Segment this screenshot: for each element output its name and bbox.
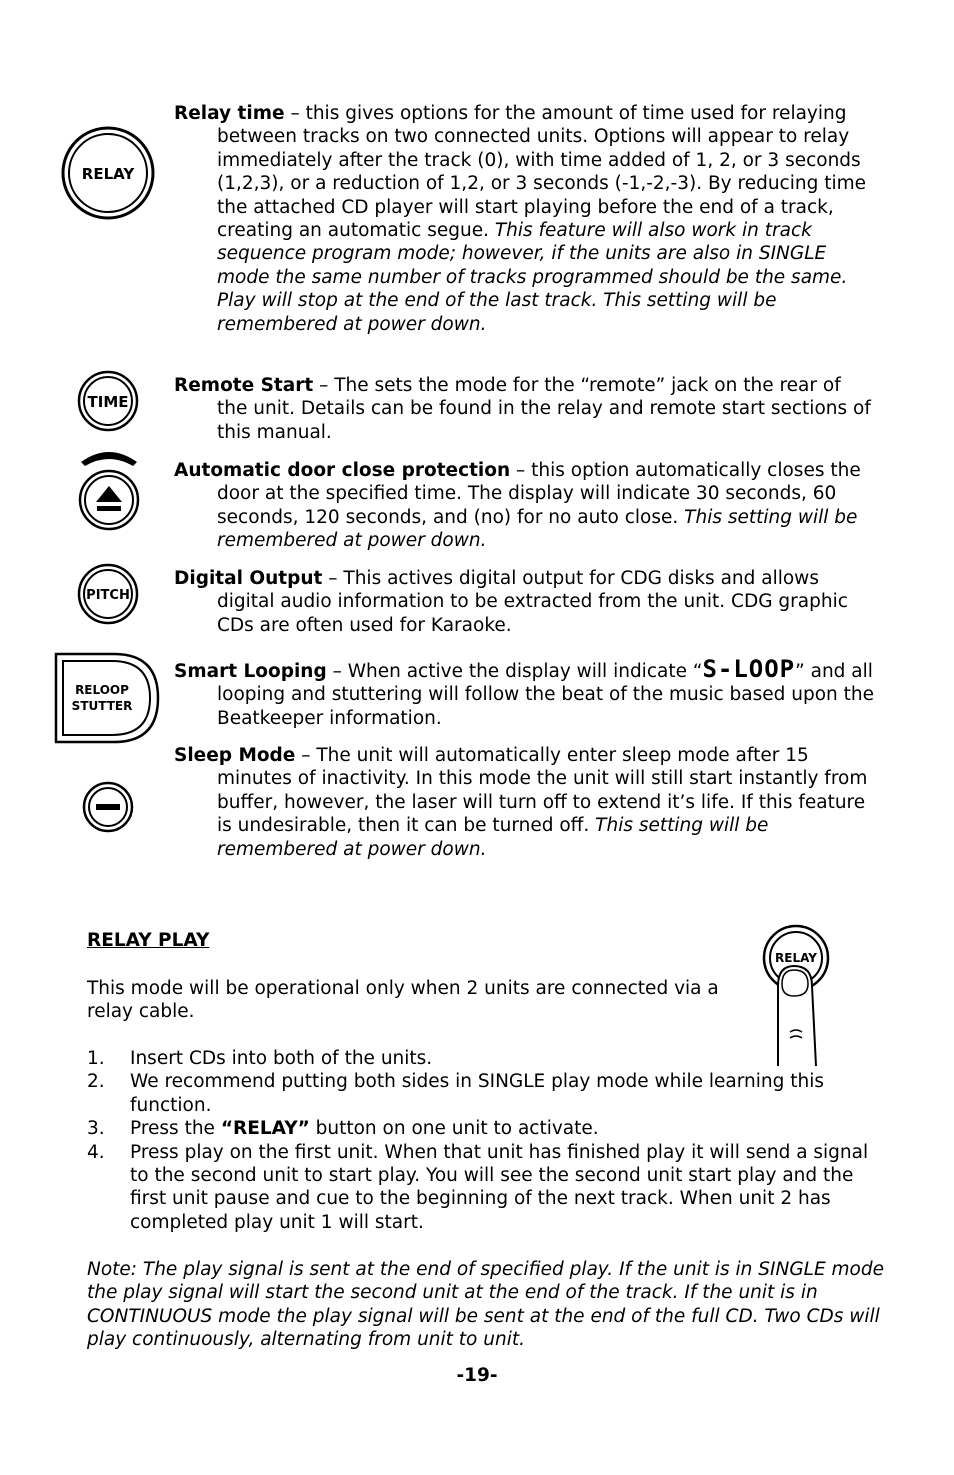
entry-term: Automatic door close protection	[174, 460, 511, 481]
list-item	[87, 1070, 877, 1117]
entry-text: – The unit will automatically enter sleep mode after 15 minutes of inactivity. In this mode the unit will still start instantly from buffer, however, the laser will turn off to extend it’s life. If this feature is undesirable, then it can be turned off.	[217, 745, 868, 837]
minus-button-icon	[82, 781, 134, 833]
eject-icon	[77, 448, 141, 534]
entry-term: Digital Output	[174, 568, 323, 589]
entry-text: – When active the display will indicate “	[326, 661, 703, 682]
reloop-icon-label: RELOOP	[75, 683, 129, 697]
entry-italic-note: This setting will be remembered at power down.	[217, 506, 858, 552]
entry-term: Relay time	[174, 103, 285, 124]
list-item	[87, 1047, 877, 1070]
entry-text: – this gives options for the amount of time used for relaying between tracks on two connected units. Options will appear to relay immediately after the track (0), with time added of 1, 2, or 3 seconds (1,2,3), or a reduction of 1,2, or 3 seconds (-1,-2,-3). By reducing time the attached CD player will start playing before the end of a track, creating an automatic segue.	[217, 103, 866, 242]
remote-start-entry	[174, 374, 874, 444]
pitch-button-icon	[77, 562, 139, 626]
step-text: Insert CDs into both of the units.	[130, 1048, 433, 1069]
relay-play-intro: This mode will be operational only when 2 units are connected via a relay cable.	[87, 978, 719, 1023]
relay-play-note: Note: The play signal is sent at the end of specified play. If the unit is in SINGLE mode the play signal will start the second unit at the end of the track. If the unit is in CONTINUOUS mode the play signal will be sent at the end of the full CD. Two CDs will play continuously, alternating from unit to unit.	[87, 1259, 884, 1351]
sleep-mode-entry	[174, 744, 874, 861]
step-number: 4.	[87, 1141, 105, 1163]
digital-output-entry	[174, 567, 874, 637]
relay-icon-label: RELAY	[81, 165, 135, 183]
door-close-entry	[174, 459, 874, 553]
step-text: Press the	[130, 1118, 221, 1140]
reloop-stutter-button-icon	[54, 650, 162, 746]
step-text-after: button on one unit to activate.	[309, 1118, 599, 1140]
list-item	[87, 1117, 877, 1140]
lcd-display-text: S-LOOP	[702, 655, 796, 683]
time-button-icon	[77, 370, 139, 432]
entry-text: – this option automatically closes the door at the specified time. The display will indicate 30 seconds, 60 seconds, 120 seconds, and (no) for no auto close.	[217, 460, 861, 528]
step-number: 2.	[87, 1071, 105, 1093]
step-text: We recommend putting both sides in SINGLE play mode while learning this function.	[130, 1071, 825, 1116]
entry-term: Remote Start	[174, 375, 314, 396]
entry-italic-note: This setting will be remembered at power down.	[217, 815, 769, 860]
step-number: 1.	[87, 1048, 105, 1069]
relay-time-entry	[174, 102, 874, 336]
step-bold-text: “RELAY”	[220, 1118, 310, 1140]
relay-play-steps	[87, 1047, 877, 1234]
entry-term: Sleep Mode	[174, 745, 296, 766]
entry-italic-note: This feature will also work in track sequence program mode; however, if the units are also in SINGLE mode the same number of tracks programmed should be the same. Play will stop at the end of the last track. This setting will be remembered at power down.	[217, 220, 848, 335]
entry-term: Smart Looping	[174, 661, 327, 682]
relay-play-heading: RELAY PLAY	[87, 930, 210, 951]
step-text: Press play on the first unit. When that unit has finished play it will send a signal to the second unit to start play. You will see the second unit start play and the first unit pause and cue to the beginning of the next track. When unit 2 has completed play unit 1 will start.	[130, 1141, 869, 1233]
relay-button-icon	[60, 125, 156, 221]
page-number: -19-	[456, 1365, 498, 1386]
relay-small-icon-label: RELAY	[775, 951, 817, 965]
entry-text-after: ” and all looping and stuttering will follow the beat of the music based upon the Beatkeeper information.	[217, 661, 875, 729]
entry-text: – The sets the mode for the “remote” jack on the rear of the unit. Details can be found in the relay and remote start sections of this manual.	[217, 375, 871, 443]
pitch-icon-label: PITCH	[86, 588, 130, 603]
entry-text: – This actives digital output for CDG disks and allows digital audio information to be extracted from the unit. CDG graphic CDs are often used for Karaoke.	[217, 568, 848, 636]
time-icon-label: TIME	[87, 393, 129, 411]
step-number: 3.	[87, 1118, 105, 1140]
stutter-icon-label: STUTTER	[71, 699, 133, 713]
list-item	[87, 1141, 877, 1235]
smart-looping-entry	[174, 655, 875, 730]
